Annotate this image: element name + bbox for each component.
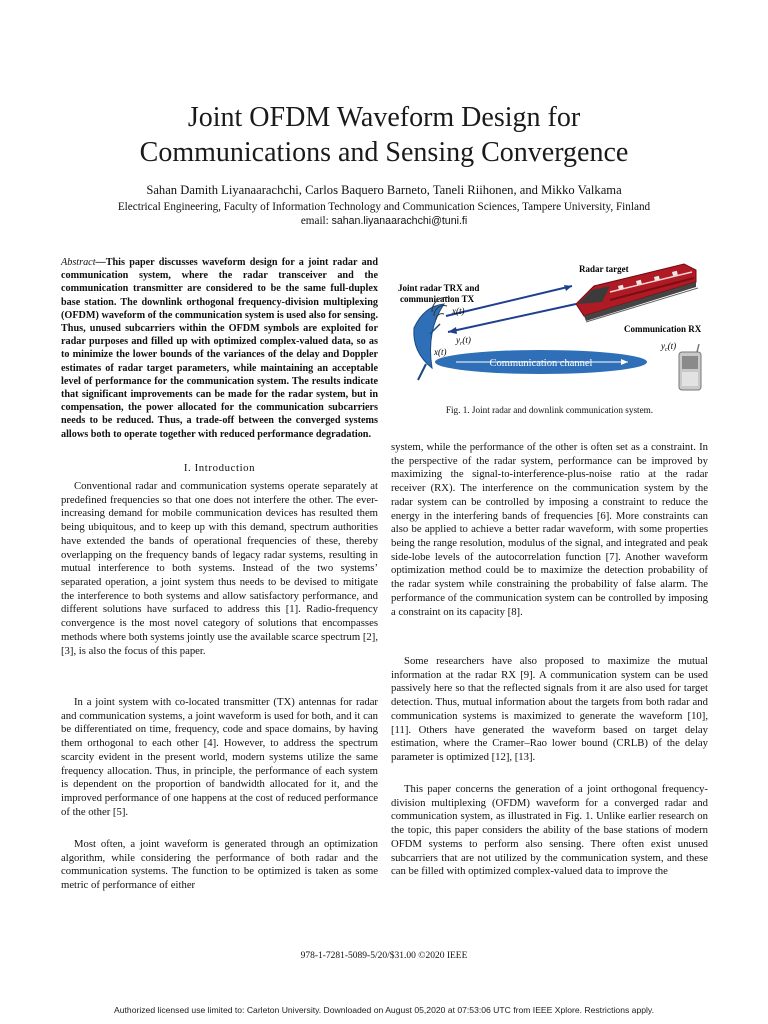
xt-left-label: x(t) (434, 347, 447, 357)
figure-caption: Fig. 1. Joint radar and downlink communication system. (445, 405, 654, 415)
radar-target-label: Radar target (579, 264, 629, 274)
paper-title (0, 100, 768, 170)
antenna-dish-icon (414, 297, 450, 380)
intro-paragraph-2: In a joint system with co-located transmitter (TX) antennas for radar and communication systems, a joint waveform is used for both, and it can be differentiated on time, frequency, code and space domains, by having them orthogonal to each other [4]. However, to address the spectrum scarcity evident in the present world, modern systems utilize the same frequency allocation. Thus, in principle, the performance of each system is dependent on the proportion of bandwidth allocated for it, and the improved performance of one happens at the cost of reduced performance of the other [5]. (61, 696, 378, 818)
figure-1-diagram (396, 256, 714, 396)
abstract-text: —This paper discusses waveform design for a joint radar and communication system, where the radar transceiver and the communication transmitter are considered to be the same full-duplex base station. The downlink orthogonal frequency-division multiplexing (OFDM) waveform of the communication system is used also for sensing. Thus, unused subcarriers within the OFDM symbols are exploited for radar purposes and filled up with optimized complex-valued data, so as to minimize the lower bounds of the variances of the delay and Doppler estimates of radar target parameters, while maintaining an acceptable level of performance for the communication system. The results indicate that significant improvements can be made for the radar system, but in compensation, the power allocated for the communication subcarriers needs to be reduced. Thus, a trade-off between the converged systems allows both to operate together with reduced performance degradation. (61, 257, 378, 440)
right-paragraph-3: This paper concerns the generation of a joint orthogonal frequency-division multiplexing (OFDM) waveform for a converged radar and communication system, as illustrated in Fig. 1. Unlike earlier research on the topic, this paper considers the ability of the base stations of modern OFDM systems to perform also sensing. There often exist unused subcarriers that are not utilized by the communication system, and these can be filled with optimized complex-valued data to improve the (391, 783, 708, 878)
abstract (61, 256, 378, 441)
channel-label: Communication channel (489, 358, 593, 369)
title-line-2: Communications and Sensing Convergence (139, 137, 629, 168)
trx-label-line-1: Joint radar TRX and (398, 283, 480, 293)
right-paragraph-2: Some researchers have also proposed to maximize the mutual information at the radar RX [9]. A communication system can be used passively here so that the reflected signals from it are also used for target detection. Thus, mutual information about the targets from both radar and communication systems is maximized to generate the waveform [10], [11]. Others have generated the waveform based on target delay estimation, where the Cramer–Rao lower bound (CRLB) of the delay parameter is optimized [12], [13]. (391, 655, 708, 764)
mobile-phone-icon (679, 344, 701, 390)
intro-paragraph-1: Conventional radar and communication systems operate separately at predefined frequencies so that one does not interfere the other. The ever-increasing demand for mobile communication devices has resulted them being ubiquitous, and to keep up with this demand, spectrum authorities have extended the bands of operational frequencies of these, thereby overlapping on the frequency bands of legacy radar systems, resulting in mutual interference to both systems. Instead of the two systems’ separated operation, a joint system thus needs to be devised to mitigate the interference to both systems and allow satisfactory performance, and different solutions have surfaced to address this [1]. Radio-frequency convergence is the most novel category of solutions that encompasses methods where both systems jointly use the available scarce spectrum [2], [3], is also the focus of this paper. (61, 480, 378, 657)
trx-label-line-2: communication TX (400, 294, 475, 304)
license-footer: Authorized licensed use limited to: Carleton University. Downloaded on August 05,2020 at 07:53:06 UTC from IEEE Xplore. Restrictions apply. (114, 1005, 654, 1015)
yr-label: $y_r(t)$ (456, 335, 471, 347)
title-line-1: Joint OFDM Waveform Design for (187, 102, 581, 133)
yc-label: $y_c(t)$ (661, 341, 677, 353)
affiliation: Electrical Engineering, Faculty of Information Technology and Communication Sciences, Tampere University, Finland (117, 201, 651, 213)
abstract-label: Abstract (61, 257, 96, 268)
email-line (0, 214, 768, 228)
radar-echo-arrow (448, 304, 576, 332)
intro-paragraph-3: Most often, a joint waveform is generated through an optimization algorithm, while considering the performance of both radar and the communication systems. The function to be optimized is taken as some metric of performance of either (61, 838, 378, 892)
right-paragraph-1: system, while the performance of the other is often set as a constraint. In the perspective of the radar system, performance can be improved by maximizing the signal-to-interference-plus-noise ratio at the radar receiver (RX). The interference on the communication system by the radar system can be controlled by imposing a constraint to reduce the energy in the interfering bands of frequencies [6]. More constraints can also be applied to achieve a better radar waveform, with some properties being the range resolution, modulus of the signal, and integrated and peak side-lobe levels of the autocorrelation function [7]. Another waveform optimization method could be to maximize the detection probability of the radar system while constraining the probability of false alarm. The performance of the communication system can be controlled by imposing a constraint on its capacity [8]. (391, 441, 708, 618)
comm-rx-label: Communication RX (624, 324, 702, 334)
email-address[interactable]: sahan.liyanaarachchi@tuni.fi (331, 215, 468, 227)
xt-top-label: x(t) (452, 306, 465, 316)
email-label: email: (300, 215, 329, 227)
section-heading: I. Introduction (183, 462, 256, 474)
copyright-notice: 978-1-7281-5089-5/20/$31.00 ©2020 IEEE (300, 951, 468, 961)
author-list: Sahan Damith Liyanaarachchi, Carlos Baquero Barneto, Taneli Riihonen, and Mikko Valkama (146, 183, 622, 197)
